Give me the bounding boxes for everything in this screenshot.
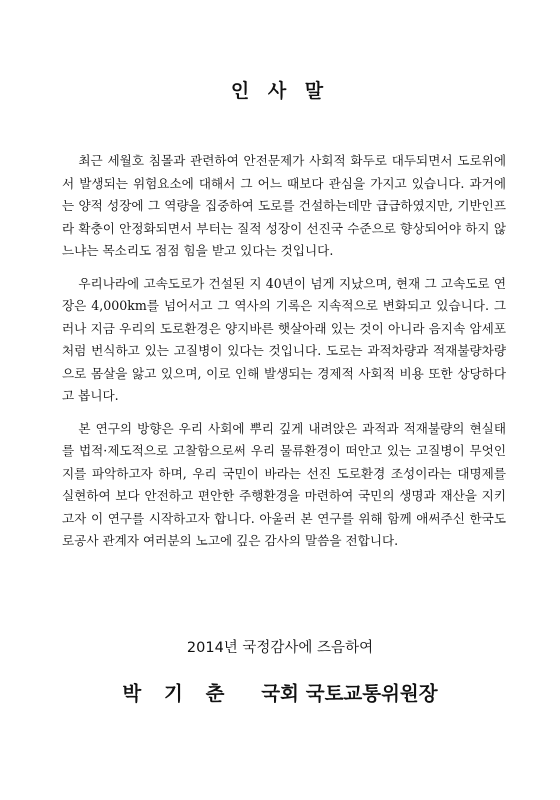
date-line: 2014년 국정감사에 즈음하여 bbox=[186, 640, 374, 656]
page-title: 인 사 말 bbox=[230, 80, 330, 102]
signature-name: 박 기 춘 bbox=[122, 682, 233, 705]
greeting-body bbox=[62, 150, 506, 563]
signature bbox=[0, 678, 560, 706]
paragraph-1: 최근 세월호 침몰과 관련하여 안전문제가 사회적 화두로 대두되면서 도로위에서 발생되는 위험요소에 대해서 그 어느 때보다 관심을 가지고 있습니다. 과거에는 양적 성장에 그 역량을 집중하여 도로를 건설하는데만 급급하였지만, 기반인프라 확충이 안정화되면서 부터는 질적 성장이 선진국 수준으로 향상되어야 하지 않느냐는 목소리도 점점 힘을 받고 있다는 것입니다. bbox=[62, 153, 506, 258]
paragraph-3: 본 연구의 방향은 우리 사회에 뿌리 깊게 내려앉은 과적과 적재불량의 현실태를 법적·제도적으로 고찰함으로써 우리 물류환경이 떠안고 있는 고질병이 무엇인지를 파악하고자 하며, 우리 국민이 바라는 선진 도로환경 조성이라는 대명제를 실현하여 보다 안전하고 편안한 주행환경을 마련하여 국민의 생명과 재산을 지키고자 이 연구를 시작하고자 합니다. 아울러 본 연구를 위해 함께 애써주신 한국도로공사 관계자 여러분의 노고에 깊은 감사의 말씀을 전합니다. bbox=[62, 420, 506, 548]
signature-position: 국회 국토교통위원장 bbox=[261, 682, 438, 705]
paragraph-2: 우리나라에 고속도로가 건설된 지 40년이 넘게 지났으며, 현재 그 고속도로 연장은 4,000km를 넘어서고 그 역사의 기록은 지속적으로 변화되고 있습니다. 그러나 지금 우리의 도로환경은 양지바른 햇살아래 있는 것이 아니라 음지속 암세포처럼 번식하고 있는 고질병이 있다는 것입니다. 도로는 과적차량과 적재불량차량으로 몸살을 앓고 있으며, 이로 인해 발생되는 경제적 사회적 비용 또한 상당하다고 봅니다. bbox=[62, 275, 506, 403]
